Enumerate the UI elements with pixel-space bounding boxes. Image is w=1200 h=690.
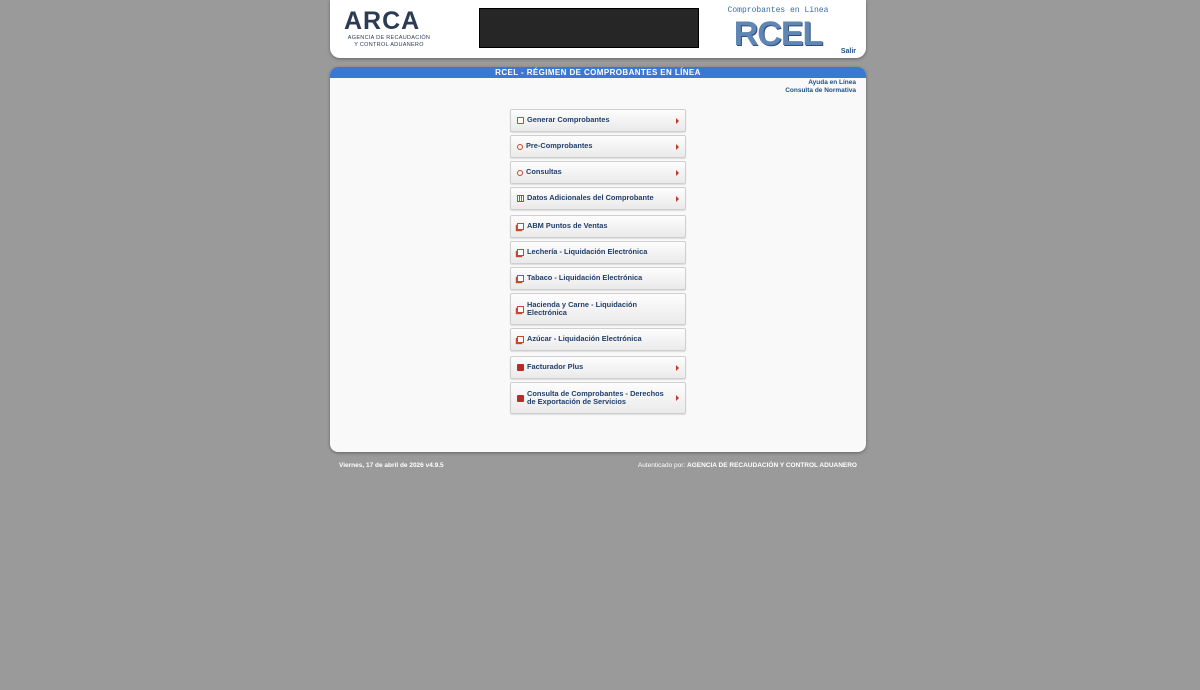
window-icon [517,306,524,313]
menu-item-pre-comprobantes[interactable] [510,135,686,158]
magnifier-icon [517,144,523,150]
book-icon [517,364,524,371]
window-icon [517,336,524,343]
menu-item-abm-puntos-de-ventas[interactable] [510,215,686,238]
chevron-right-icon [676,118,679,124]
redacted-user-block [479,8,699,48]
menu-item-consultas[interactable] [510,161,686,184]
menu-item-label: Consulta de Comprobantes - Derechos de Exportación de Servicios [527,388,664,406]
menu-item-label: Pre-Comprobantes [526,141,593,151]
page-title: RCEL - RÉGIMEN DE COMPROBANTES EN LÍNEA [330,67,866,78]
menu-item-lecheria[interactable] [510,241,686,264]
rcel-logo-word: RCEL [733,15,823,53]
chevron-right-icon [676,144,679,150]
menu-item-label: Hacienda y Carne - Liquidación Electrónica [527,299,638,317]
menu-item-consulta-derechos-exportacion[interactable] [510,382,686,414]
main-panel [330,67,866,452]
menu-item-generar-comprobantes[interactable] [510,109,686,132]
menu-item-label: Azúcar - Liquidación Electrónica [527,334,642,344]
menu-item-datos-adicionales[interactable] [510,187,686,210]
chevron-right-icon [676,170,679,176]
footer-auth-prefix: Autenticado por: [637,462,686,469]
main-menu [510,109,686,417]
menu-item-label: ABM Puntos de Ventas [527,221,608,231]
chevron-right-icon [676,395,679,401]
arca-logo-subtitle-1: AGENCIA DE RECAUDACIÓN [347,35,431,41]
chevron-right-icon [676,365,679,371]
chevron-right-icon [676,196,679,202]
footer-auth-entity: AGENCIA DE RECAUDACIÓN Y CONTROL ADUANERO [687,462,857,469]
help-links [785,79,856,95]
menu-item-label: Lechería - Liquidación Electrónica [527,247,648,257]
menu-item-facturador-plus[interactable] [510,356,686,379]
menu-item-label: Tabaco - Liquidación Electrónica [527,273,643,283]
logout-link[interactable]: Salir [840,48,856,55]
menu-item-label: Datos Adicionales del Comprobante [527,193,654,203]
footer-auth [638,462,857,470]
window-icon [517,275,524,282]
window-icon [517,223,524,230]
book-icon [517,395,524,402]
grid-icon [517,195,524,202]
menu-item-label: Facturador Plus [527,362,584,372]
magnifier-icon [517,170,523,176]
arca-logo-word: ARCA [344,7,421,35]
menu-item-label: Consultas [526,167,562,177]
document-icon [517,117,524,124]
header-card [330,0,866,58]
normativa-link[interactable]: Consulta de Normativa [785,87,856,94]
menu-item-label: Generar Comprobantes [527,115,610,125]
window-icon [517,249,524,256]
menu-item-tabaco[interactable] [510,267,686,290]
rcel-logo-tag: Comprobantes en Línea [727,6,829,15]
menu-item-hacienda-y-carne[interactable] [510,293,686,325]
footer-date-version: Viernes, 17 de abril de 2026 v4.9.5 [339,462,444,469]
rcel-logo [726,6,830,54]
help-online-link[interactable]: Ayuda en Línea [808,79,856,86]
arca-logo-subtitle-2: Y CONTROL ADUANERO [354,42,424,48]
menu-item-azucar[interactable] [510,328,686,351]
arca-logo [344,8,434,48]
